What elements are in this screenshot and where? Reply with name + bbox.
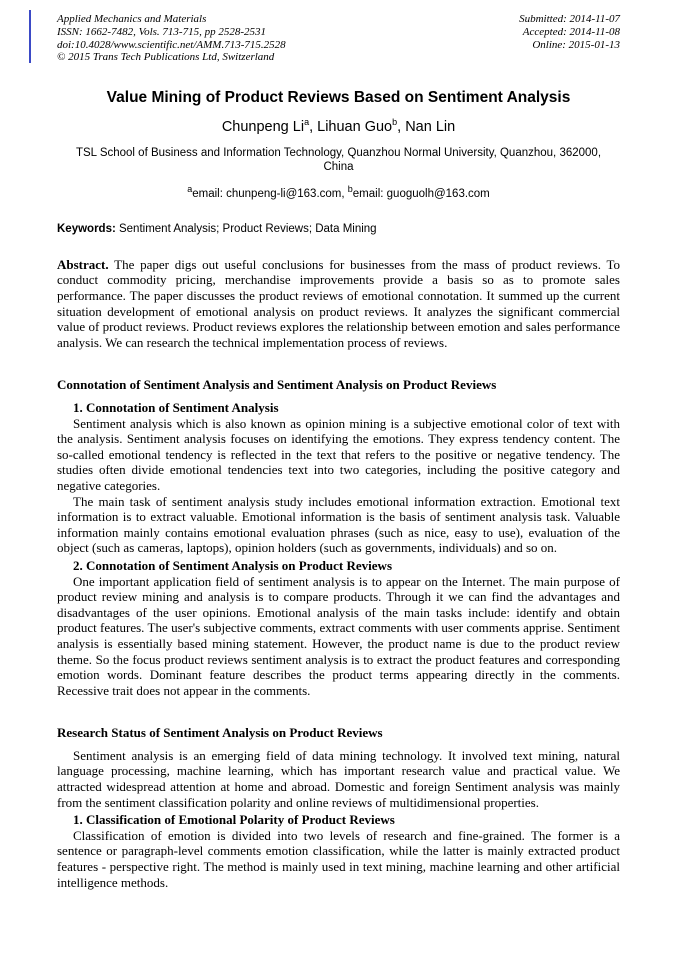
emails-line bbox=[57, 184, 620, 200]
journal-info bbox=[57, 13, 286, 64]
keywords-line bbox=[57, 223, 620, 235]
body-paragraph: The main task of sentiment analysis study includes emotional information extraction. Emotional text information is to extract valuable. Emotional information is the basis of sentiment analysis task. Valuable information mainly contains emotional evaluation phrases (such as nice, easy to use), evaluation of the object (such as cameras, laptops), opinion holders (such as governments, individuals) and so on. bbox=[57, 493, 620, 556]
author-name: , Lihuan Guo bbox=[309, 119, 393, 136]
body-paragraph: Sentiment analysis is an emerging field of data mining technology. It involved text mining, natural language processing, machine learning, which has important research value and practical value. We attracted widespread attention at home and abroad. Domestic and foreign Sentiment analysis was mainly from the sentiment classification polarity and online reviews of multidimensional properties. bbox=[57, 747, 620, 810]
submission-dates bbox=[519, 13, 620, 64]
abstract-text: The paper digs out useful conclusions for businesses from the mass of product reviews. To conduct commodity pricing, merchandise improvements provide a basis so as to promote sales performance. The paper discusses the product reviews of emotional connotation. It summed up the current situation development of emotional analysis on product reviews. It analyzes the significant commercial value of product reviews. Product reviews explores the relationship between emotion and sales performance analysis. We can research the technical implementation process of reviews. bbox=[57, 256, 620, 350]
body-paragraph: Sentiment analysis which is also known as opinion mining is a subjective emotional color of text with the analysis. Sentiment analysis focuses on identifying the emotions. They express tendency content. The so-called emotional tendency is reflected in the text that refers to the positive or negative tendency. The studies often divide emotional tendencies text into two categories, including the positive category and negative categories. bbox=[57, 415, 620, 493]
journal-copyright: © 2015 Trans Tech Publications Ltd, Switzerland bbox=[57, 51, 275, 64]
subsection-heading: 1. Classification of Emotional Polarity of Product Reviews bbox=[73, 812, 395, 828]
journal-header bbox=[57, 13, 620, 64]
section-heading: Research Status of Sentiment Analysis on Product Reviews bbox=[57, 725, 383, 741]
abstract-paragraph bbox=[57, 257, 620, 351]
affiliation: TSL School of Business and Information Technology, Quanzhou Normal University, Quanzhou, 362000, China bbox=[75, 147, 602, 173]
journal-issn: ISSN: 1662-7482, Vols. 713-715, pp 2528-2531 bbox=[57, 25, 266, 38]
keywords-text: Sentiment Analysis; Product Reviews; Data Mining bbox=[115, 222, 377, 235]
email-superscript: b bbox=[347, 184, 353, 195]
margin-annotation-line bbox=[29, 10, 31, 63]
authors-line bbox=[57, 117, 620, 135]
subsection-heading: 1. Connotation of Sentiment Analysis bbox=[73, 400, 279, 415]
section-heading: Connotation of Sentiment Analysis and Sentiment Analysis on Product Reviews bbox=[57, 377, 497, 393]
keywords-label: Keywords: bbox=[57, 222, 116, 235]
email-superscript: a bbox=[187, 184, 193, 195]
author-name: , Nan Lin bbox=[397, 119, 456, 136]
online-date: Online: 2015-01-13 bbox=[532, 38, 620, 51]
email-address: email: guoguolh@163.com bbox=[352, 187, 490, 200]
author-superscript: b bbox=[392, 117, 398, 128]
body-paragraph: One important application field of sentiment analysis is to appear on the Internet. The main purpose of product review mining and analysis is to compare products. Through it we can find the advantages and disadvantages of the user opinions. Emotional analysis of the main tasks include: identify and obtain product features. The user's subjective comments, extract comments with user comments apprise. Sentiment analysis is essentially based mining statement. However, the product name is due to the product review theme. So the focus product reviews sentiment analysis is to extract the product features and corresponding emotion words. Dominant feature describes the product terms appearing directly in the comments. Recessive trait does not appear in the comments. bbox=[57, 573, 620, 698]
email-address: email: chunpeng-li@163.com, bbox=[192, 187, 348, 200]
paper-title: Value Mining of Product Reviews Based on Sentiment Analysis bbox=[106, 89, 571, 107]
body-paragraph: Classification of emotion is divided into two levels of research and fine-grained. The former is a sentence or paragraph-level comments emotion classification, while the latter is mainly extracted product features - perspective right. The method is mainly used in text mining, machine learning and other artificial intelligence methods. bbox=[57, 827, 620, 890]
accepted-date: Accepted: 2014-11-08 bbox=[522, 25, 620, 38]
author-superscript: a bbox=[304, 117, 310, 128]
subsection-heading: 2. Connotation of Sentiment Analysis on Product Reviews bbox=[73, 557, 393, 573]
abstract-label: Abstract. bbox=[57, 256, 109, 272]
journal-doi: doi:10.4028/www.scientific.net/AMM.713-715.2528 bbox=[57, 38, 286, 51]
journal-title: Applied Mechanics and Materials bbox=[57, 13, 207, 25]
author-name: Chunpeng Li bbox=[221, 119, 305, 136]
submitted-date: Submitted: 2014-11-07 bbox=[519, 13, 620, 25]
